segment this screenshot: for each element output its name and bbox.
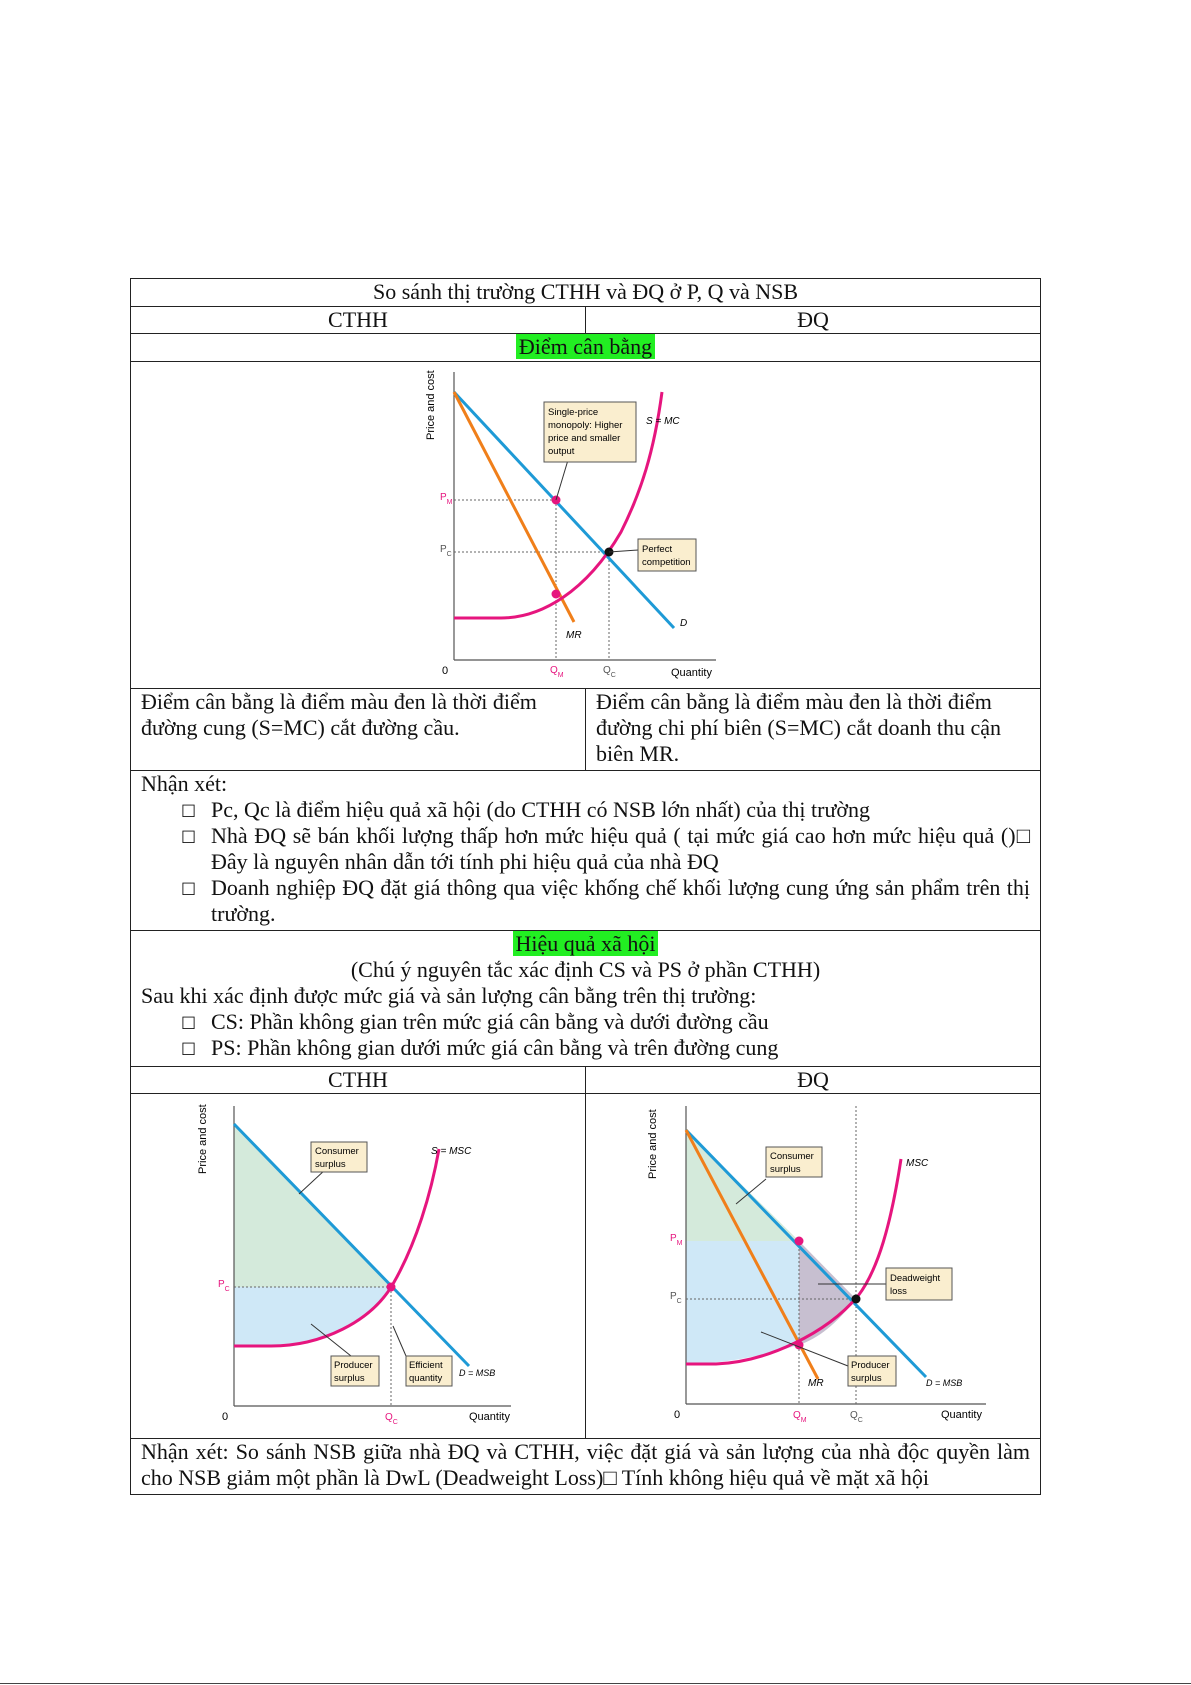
dwl-callout-line1: Deadweight	[890, 1273, 941, 1284]
monopoly-callout-line4: output	[547, 446, 574, 457]
perfect-callout-line1: Perfect	[641, 544, 672, 555]
dq-surplus-chart	[586, 1094, 1040, 1432]
equilibrium-desc-dq: Điểm cân bằng là điểm màu đen là thời điểm đường chi phí biên (S=MC) cắt doanh thu cận biên MR.	[586, 689, 1041, 771]
surplus-definitions	[141, 1009, 1030, 1061]
s-msc-label: S = MSC	[431, 1146, 472, 1157]
remarks-list	[141, 797, 1030, 927]
monopoly-callout-line3: price and smaller	[547, 433, 620, 444]
mr-label: MR	[565, 630, 582, 641]
col-header-cthh: CTHH	[131, 307, 586, 334]
y-axis-label: Price and cost	[197, 1104, 209, 1174]
equilibrium-figure-cell	[131, 362, 1041, 689]
section-equilibrium-header	[131, 334, 1041, 362]
section-efficiency-note: (Chú ý nguyên tắc xác định CS và PS ở phần CTHH)	[350, 957, 821, 982]
cthh-surplus-chart	[131, 1094, 585, 1432]
remarks-label: Nhận xét:	[141, 771, 228, 796]
perfect-callout-line2: competition	[641, 557, 691, 568]
monopoly-callout	[544, 402, 636, 500]
ps-callout-line1: Producer	[851, 1360, 890, 1371]
cs-callout-line2: surplus	[770, 1164, 801, 1175]
social-efficiency-cell	[131, 931, 1041, 1067]
section-efficiency-intro: Sau khi xác định được mức giá và sản lượng cân bằng trên thị trường:	[141, 983, 757, 1008]
origin-label: 0	[441, 665, 448, 677]
x-axis-label: Quantity	[469, 1411, 510, 1423]
monopoly-callout-line2: monopoly: Higher	[547, 420, 622, 431]
surplus-definition-item: □ PS: Phần không gian dưới mức giá cân bằng và trên đường cung	[181, 1035, 1030, 1061]
origin-label: 0	[222, 1411, 229, 1423]
qc-label: $Q_C$	[850, 1410, 863, 1424]
dwl-callout-line2: loss	[890, 1286, 907, 1297]
msc-label: MSC	[906, 1158, 929, 1169]
equilibrium-point	[387, 1283, 396, 1292]
mr-label: MR	[808, 1378, 824, 1389]
pc-label: $P_C$	[218, 1279, 230, 1293]
producer-surplus-area	[234, 1287, 391, 1346]
x-axis-label: Quantity	[670, 667, 712, 679]
ps-callout-line2: surplus	[851, 1373, 882, 1384]
cthh-surplus-figure-cell	[131, 1094, 586, 1439]
table-title: So sánh thị trường CTHH và ĐQ ở P, Q và NSB	[131, 279, 1041, 307]
page-footer-rule	[0, 1683, 1191, 1684]
qc-label: $Q_C$	[385, 1412, 398, 1426]
d-label: D	[679, 618, 687, 629]
y-axis-label: Price and cost	[647, 1109, 659, 1179]
monopoly-price-point	[795, 1237, 804, 1246]
cs-callout-line1: Consumer	[770, 1151, 814, 1162]
monopoly-callout-line1: Single-price	[547, 407, 598, 418]
surplus-definition-item: □ CS: Phần không gian trên mức giá cân bằng và dưới đường cầu	[181, 1009, 1030, 1035]
qm-label: $Q_M$	[793, 1410, 807, 1424]
monopoly-callout-line	[556, 460, 568, 500]
remarks-item: □ Doanh nghiệp ĐQ đặt giá thông qua việc khống chế khối lượng cung ứng sản phẩm trên thị trường.	[181, 875, 1030, 927]
qc-label: $Q_C$	[602, 665, 616, 679]
efficient-point	[852, 1295, 861, 1304]
ps-callout-line2: surplus	[334, 1373, 365, 1384]
eff-callout-line	[393, 1326, 406, 1356]
pc-label: $P_C$	[670, 1291, 682, 1305]
equilibrium-chart	[406, 362, 766, 688]
ps-callout-line1: Producer	[334, 1360, 373, 1371]
perfect-competition-callout	[609, 539, 696, 571]
section-equilibrium-title: Điểm cân bằng	[516, 334, 655, 359]
cs-callout-line1: Consumer	[315, 1146, 359, 1157]
eff-callout-line1: Efficient	[409, 1360, 443, 1371]
comparison-table	[130, 278, 1041, 1495]
cs-callout-line2: surplus	[315, 1159, 346, 1170]
y-axis-label: Price and cost	[424, 370, 437, 440]
cs-callout-line	[299, 1169, 326, 1194]
s-mc-label: S = MC	[645, 416, 680, 427]
qm-label: $Q_M$	[549, 665, 564, 679]
pm-label: $P_M$	[439, 492, 453, 506]
eff-callout-line2: quantity	[409, 1373, 443, 1384]
col-header-dq-2: ĐQ	[586, 1067, 1041, 1094]
remarks-item: □ Pc, Qc là điểm hiệu quả xã hội (do CTHH có NSB lớn nhất) của thị trường	[181, 797, 1030, 823]
remarks-item: □ Nhà ĐQ sẽ bán khối lượng thấp hơn mức hiệu quả ( tại mức giá cao hơn mức hiệu quả ()□ Đây là nguyên nhân dẫn tới tính phi hiệu quả của nhà ĐQ	[181, 823, 1030, 875]
pc-label: $P_C$	[439, 544, 452, 558]
conclusion-cell: Nhận xét: So sánh NSB giữa nhà ĐQ và CTHH, việc đặt giá và sản lượng của nhà độc quyền làm cho NSB giảm một phần là DwL (Deadweight Loss)□ Tính không hiệu quả về mặt xã hội	[131, 1439, 1041, 1495]
mr-mc-intersection-point	[551, 590, 560, 599]
remarks-cell	[131, 771, 1041, 931]
d-msb-label: D = MSB	[459, 1368, 496, 1378]
col-header-dq: ĐQ	[586, 307, 1041, 334]
equilibrium-desc-cthh: Điểm cân bằng là điểm màu đen là thời điểm đường cung (S=MC) cắt đường cầu.	[131, 689, 586, 771]
section-efficiency-title: Hiệu quả xã hội	[513, 931, 659, 956]
producer-surplus-area	[686, 1241, 799, 1364]
col-header-cthh-2: CTHH	[131, 1067, 586, 1094]
d-msb-label: D = MSB	[926, 1378, 963, 1388]
dq-surplus-figure-cell	[586, 1094, 1041, 1439]
origin-label: 0	[674, 1409, 681, 1421]
pm-label: $P_M$	[670, 1233, 683, 1247]
x-axis-label: Quantity	[941, 1409, 982, 1421]
